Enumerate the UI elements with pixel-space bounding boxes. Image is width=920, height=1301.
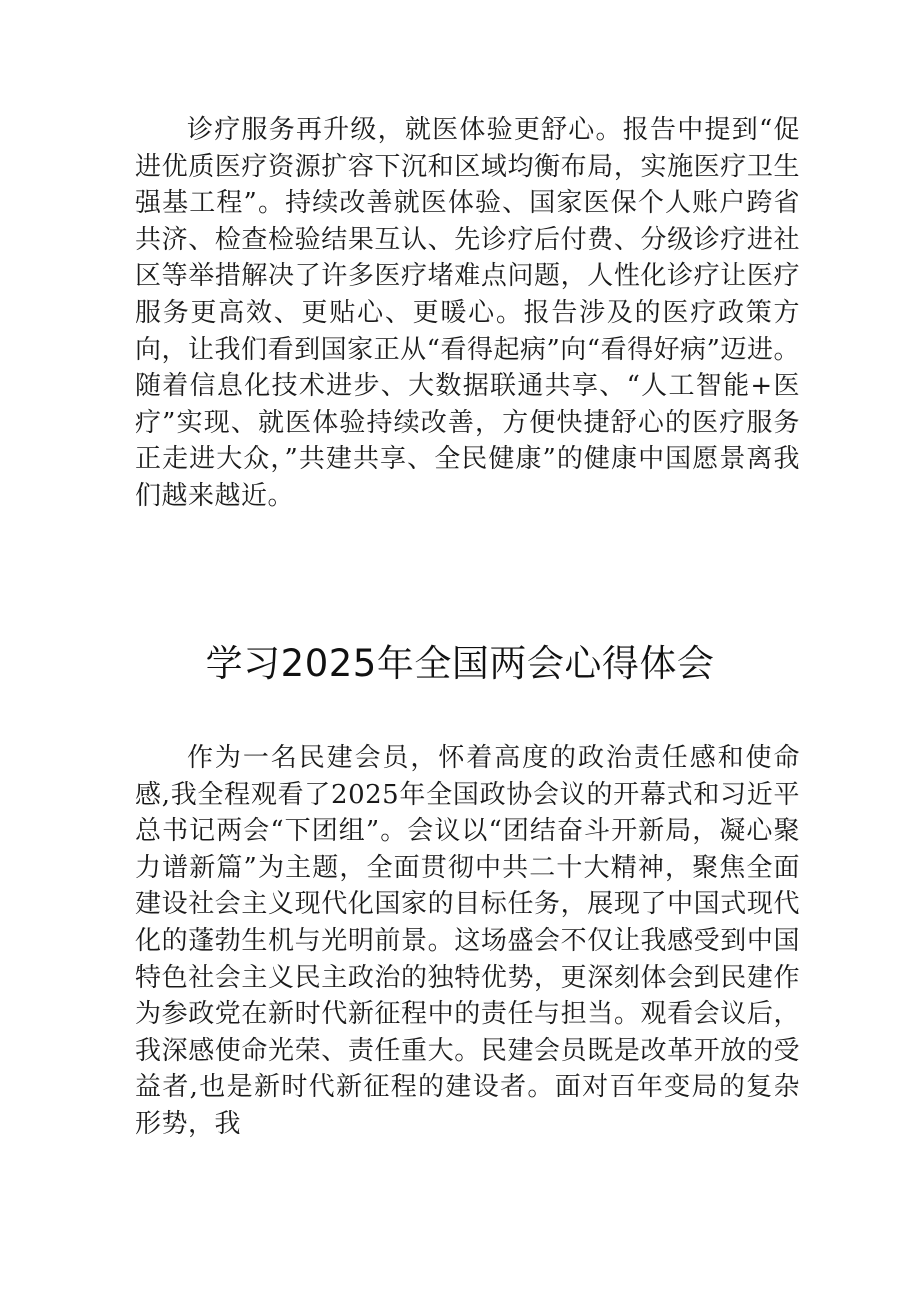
paragraph-medical-services: 诊疗服务再升级，就医体验更舒心。报告中提到“促进优质医疗资源扩容下沉和区域均衡布局，实施医疗卫生强基工程”。持续改善就医体验、国家医保个人账户跨省共济、检查检验结果互认、先诊疗后付费、分级诊疗进社区等举措解决了许多医疗堵难点问题，人性化诊疗让医疗服务更高效、更贴心、更暖心。报告涉及的医疗政策方向，让我们看到国家正从“看得起病”向“看得好病”迈进。随着信息化技术进步、大数据联通共享、“人工智能+医疗”实现、就医体验持续改善，方便快捷舒心的医疗服务正走进大众，”共建共享、全民健康”的健康中国愿景离我们越来越近。: [135, 115, 800, 511]
section-title: 学习2025年全国两会心得体会: [205, 642, 715, 685]
paragraph-two-sessions-reflection: 作为一名民建会员，怀着高度的政治责任感和使命感,我全程观看了2025年全国政协会议的开幕式和习近平总书记两会“下团组”。会议以“团结奋斗开新局，凝心聚力谱新篇”为主题，全面贯彻中共二十大精神，聚焦全面建设社会主义现代化国家的目标任务，展现了中国式现代化的蓬勃生机与光明前景。这场盛会不仅让我感受到中国特色社会主义民主政治的独特优势，更深刻体会到民建作为参政党在新时代新征程中的责任与担当。观看会议后，我深感使命光荣、责任重大。民建会员既是改革开放的受益者,也是新时代新征程的建设者。面对百年变局的复杂形势，我: [135, 743, 800, 1139]
